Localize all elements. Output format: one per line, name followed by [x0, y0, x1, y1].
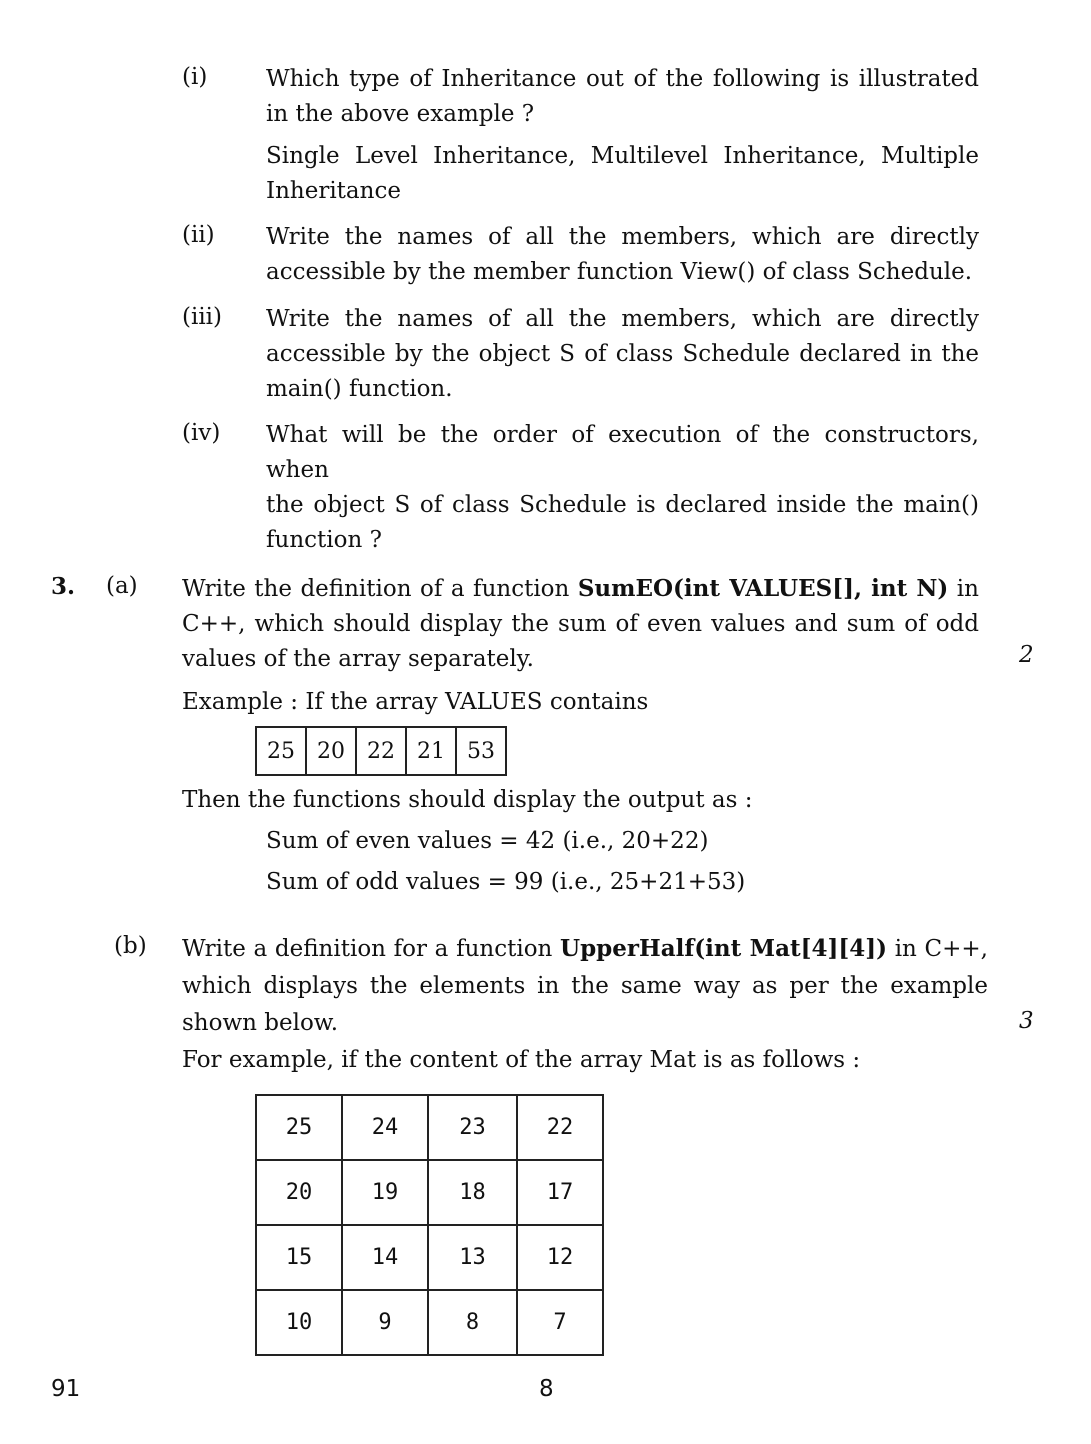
function-signature-upperhalf: UpperHalf(int Mat[4][4]) [560, 935, 888, 962]
marks-3b: 3 [1019, 1008, 1034, 1034]
matrix-cell: 24 [342, 1095, 428, 1160]
matrix-cell: 9 [342, 1290, 428, 1355]
output-even-sum: Sum of even values = 42 (i.e., 20+22) [266, 828, 709, 854]
matrix-cell: 18 [428, 1160, 517, 1225]
matrix-row [256, 1290, 603, 1355]
sub-question-text-iv: What will be the order of execution of the constructors, when the object S of class Schedule is declared inside the main() function ? [266, 422, 979, 553]
part-label-a: (a) [106, 573, 138, 599]
function-signature-sumeo: SumEO(int VALUES[], int N) [577, 575, 949, 602]
question-3a-text: Write the definition of a function SumEO(int VALUES[], int N) in C++, which should display the sum of even values and sum of odd values of the array separately. [182, 575, 979, 672]
sub-question-number-ii: (ii) [182, 222, 215, 248]
matrix-cell: 20 [256, 1160, 342, 1225]
matrix-cell: 7 [517, 1290, 603, 1355]
matrix-cell: 19 [342, 1160, 428, 1225]
matrix-cell: 22 [517, 1095, 603, 1160]
matrix-cell: 12 [517, 1225, 603, 1290]
sub-question-number-i: (i) [182, 64, 208, 90]
paper-code: 91 [51, 1376, 81, 1402]
matrix-row [256, 1095, 603, 1160]
array-cell: 25 [256, 727, 306, 775]
matrix-cell: 13 [428, 1225, 517, 1290]
output-odd-sum: Sum of odd values = 99 (i.e., 25+21+53) [266, 869, 746, 895]
matrix-row [256, 1225, 603, 1290]
matrix-cell: 23 [428, 1095, 517, 1160]
example-intro-3b: For example, if the content of the array Mat is as follows : [182, 1047, 861, 1073]
question-number-3: 3. [51, 573, 76, 600]
sub-question-text-ii: Write the names of all the members, which are directly accessible by the member function View() of class Schedule. [266, 224, 979, 285]
inheritance-options: Single Level Inheritance, Multilevel Inheritance, Multiple Inheritance [266, 143, 979, 204]
array-cell: 20 [306, 727, 356, 775]
values-array-table [255, 726, 507, 776]
matrix-cell: 17 [517, 1160, 603, 1225]
sub-question-text-i: Which type of Inheritance out of the following is illustrated in the above example ? [266, 66, 979, 127]
matrix-cell: 15 [256, 1225, 342, 1290]
matrix-table [255, 1094, 604, 1356]
matrix-cell: 14 [342, 1225, 428, 1290]
sub-question-number-iv: (iv) [182, 420, 221, 446]
page-number: 8 [539, 1376, 554, 1402]
matrix-row [256, 1160, 603, 1225]
matrix-cell: 10 [256, 1290, 342, 1355]
matrix-cell: 8 [428, 1290, 517, 1355]
sub-question-number-iii: (iii) [182, 304, 223, 330]
sub-question-text-iii: Write the names of all the members, which are directly accessible by the object S of class Schedule declared in the main() function. [266, 306, 979, 402]
example-intro-3a: Example : If the array VALUES contains [182, 689, 649, 715]
question-3b-text: Write a definition for a function UpperHalf(int Mat[4][4]) in C++, which displays the elements in the same way as per the example shown below. [182, 935, 988, 1036]
part-label-b: (b) [114, 933, 147, 959]
array-cell: 53 [456, 727, 506, 775]
array-cell: 22 [356, 727, 406, 775]
output-intro-3a: Then the functions should display the output as : [182, 787, 753, 813]
marks-3a: 2 [1019, 642, 1034, 668]
matrix-cell: 25 [256, 1095, 342, 1160]
array-cell: 21 [406, 727, 456, 775]
